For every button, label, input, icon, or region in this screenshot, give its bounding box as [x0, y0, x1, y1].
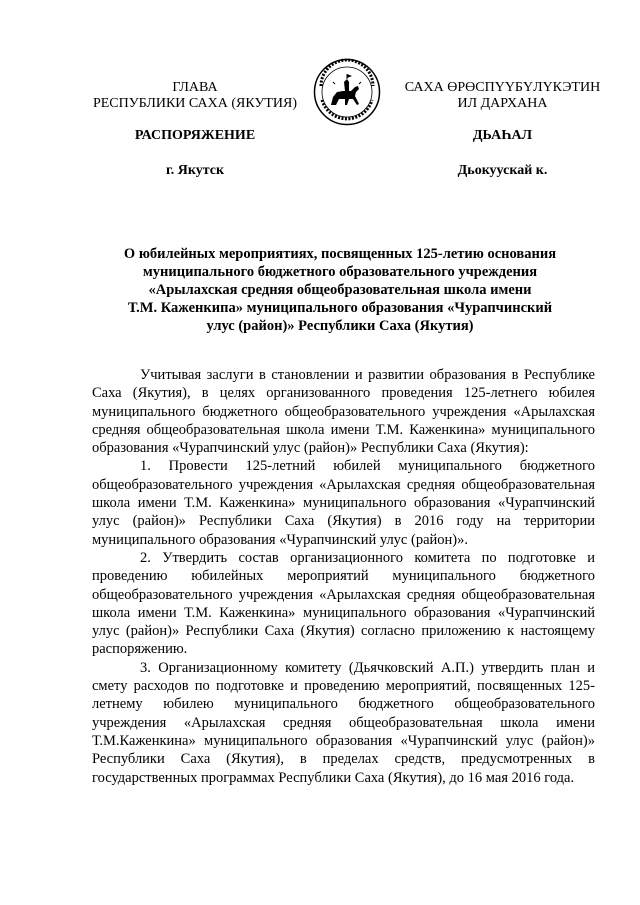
title-line: «Арылахская средняя общеобразовательная школа имени — [148, 282, 532, 298]
doc-kind-ru: РАСПОРЯЖЕНИЕ — [134, 128, 256, 143]
place-sah: Дьокуускай к. — [457, 163, 548, 178]
title-line: муниципального бюджетного образовательного учреждения — [142, 264, 538, 280]
clause-3-paragraph: 3. Организационному комитету (Дьячковский А.П.) утвердить план и смету расходов по подготовке и проведению мероприятий, посвященных 125-летнему юбилею муниципального бюджетного общеобразовательного учреждения «Арылахская средняя общеобразовательная школа имени Т.М.Каженкина» муниципального образования «Чурапчинский улус (район)» Республики Саха (Якутия), в пределах средств, предусмотренных в государственных программах Республики Саха (Якутия), до 16 мая 2016 года. — [92, 659, 595, 786]
header-left-line: ГЛАВА — [172, 80, 218, 95]
header-left-line: РЕСПУБЛИКИ САХА (ЯКУТИЯ) — [92, 96, 298, 111]
header-right — [395, 80, 610, 112]
header-right-line: ИЛ ДАРХАНА — [457, 96, 548, 111]
clause-1-paragraph: 1. Провести 125-летний юбилей муниципального бюджетного общеобразовательного учреждения «Арылахская средняя общеобразовательная школа имени Т.М. Каженкина» муниципального образования «Чурапчинский улус (район)» Республики Саха (Якутия) в 2016 году на территории муниципального образования «Чурапчинский улус (район)». — [92, 458, 595, 548]
clause-2-paragraph: 2. Утвердить состав организационного комитета по подготовке и проведению юбилейных мероприятий муниципального бюджетного общеобразовательного учреждения «Арылахская средняя общеобразовательная школа имени Т.М. Каженкина» муниципального образования «Чурапчинский улус (район)» Республики Саха (Якутия) согласно приложению к настоящему распоряжению. — [92, 549, 595, 658]
document-body — [92, 366, 595, 787]
title-line: О юбилейных мероприятиях, посвященных 125-летию основания — [123, 246, 557, 262]
sakha-republic-emblem-icon — [313, 58, 381, 126]
title-line: Т.М. Каженкипа» муниципального образования «Чурапчинский — [127, 300, 553, 316]
title-line: улус (район)» Республики Саха (Якутия) — [206, 318, 474, 334]
preamble-paragraph: Учитывая заслуги в становлении и развитии образования в Республике Саха (Якутия), в целях организованного проведения 125-летнего юбилея муниципального бюджетного общеобразовательного учреждения «Арылахская средняя общеобразовательная школа имени Т.М. Каженкина» муниципального образования «Чурапчинский улус (район)» Республики Саха (Якутия): — [92, 367, 595, 457]
header-left — [80, 80, 310, 112]
doc-kind-sah: ДЬАҺАЛ — [472, 128, 533, 143]
place-ru: г. Якутск — [165, 163, 225, 178]
document-title — [100, 245, 580, 335]
header-right-line: САХА ӨРӨСПҮҮБҮЛҮКЭТИН — [404, 80, 601, 95]
